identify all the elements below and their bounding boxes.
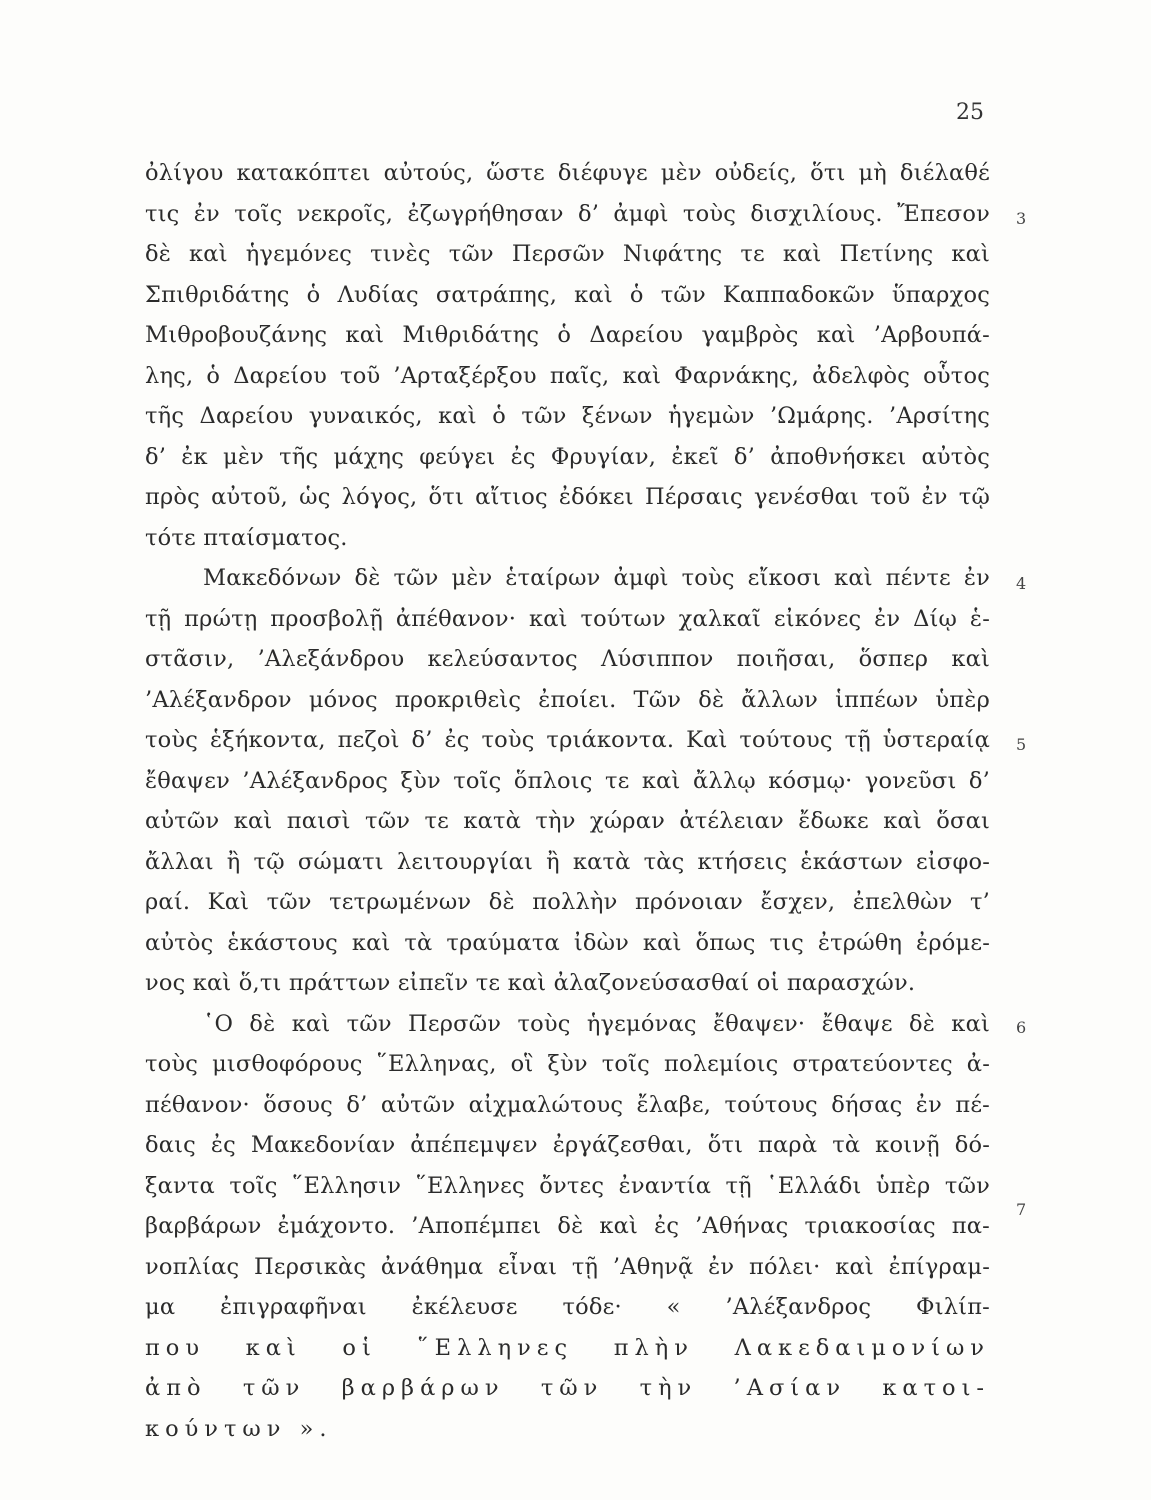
text-line: ραί. Καὶ τῶν τετρωμένων δὲ πολλὴν πρόνοιαν ἔσχεν, ἐπελθὼν τ’	[145, 889, 990, 915]
text-line: τοὺς μισθοφόρους ῞Ελληνας, οἳ ξὺν τοῖς πολεμίοις στρατεύοντες ἀ-	[145, 1051, 990, 1077]
text-line: αὐτῶν καὶ παισὶ τῶν τε κατὰ τὴν χώραν ἀτέλειαν ἔδωκε καὶ ὅσαι	[145, 808, 990, 834]
text-line: μα ἐπιγραφῆναι ἐκέλευσε τόδε· « ’Αλέξανδρος Φιλίπ-	[145, 1294, 990, 1320]
text-line: στᾶσιν, ’Αλεξάνδρου κελεύσαντος Λύσιππον ποιῆσαι, ὅσπερ καὶ	[145, 646, 990, 672]
text-line: τότε πταίσματος.	[145, 524, 348, 551]
inscription-line: που καὶ οἱ ῞Ελληνες πλὴν Λακεδαιμονίων	[145, 1334, 990, 1361]
text-line: τις ἐν τοῖς νεκροῖς, ἐζωγρήθησαν δ’ ἀμφὶ τοὺς δισχιλίους. Ἔπεσον	[145, 200, 990, 227]
text-line: τῇ πρώτῃ προσβολῇ ἀπέθανον· καὶ τούτων χαλκαῖ εἰκόνες ἐν Δίῳ ἑ-	[145, 605, 990, 632]
text-line: δ’ ἐκ μὲν τῆς μάχης φεύγει ἐς Φρυγίαν, ἐκεῖ δ’ ἀποθνήσκει αὐτὸς	[145, 443, 990, 470]
section-number: 3	[1016, 209, 1027, 228]
text-line: ’Αλέξανδρον μόνος προκριθεὶς ἐποίει. Τῶν δὲ ἄλλων ἱππέων ὑπὲρ	[145, 686, 990, 713]
text-line: δαις ἐς Μακεδονίαν ἀπέπεμψεν ἐργάζεσθαι, ὅτι παρὰ τὰ κοινῇ δό-	[145, 1132, 990, 1158]
text-line: ἔθαψεν ’Αλέξανδρος ξὺν τοῖς ὅπλοις τε καὶ ἄλλῳ κόσμῳ· γονεῦσι δ’	[145, 767, 990, 794]
section-number: 4	[1016, 574, 1027, 593]
text-line: Μακεδόνων δὲ τῶν μὲν ἑταίρων ἀμφὶ τοὺς εἴκοσι καὶ πέντε ἐν	[203, 565, 990, 591]
text-line: πέθανον· ὅσους δ’ αὐτῶν αἰχμαλώτους ἔλαβε, τούτους δήσας ἐν πέ-	[145, 1091, 990, 1118]
text-line: τῆς Δαρείου γυναικός, καὶ ὁ τῶν ξένων ἡγεμὼν ’Ωμάρης. ’Αρσίτης	[145, 403, 990, 429]
inscription-line: κούντων ».	[145, 1415, 333, 1442]
inscription-line: ἀπὸ τῶν βαρβάρων τῶν τὴν ’Ασίαν κατοι-	[145, 1375, 990, 1401]
section-number: 5	[1016, 735, 1027, 754]
text-line: νοπλίας Περσικὰς ἀνάθημα εἶναι τῇ ’Αθηνᾷ ἐν πόλει· καὶ ἐπίγραμ-	[145, 1253, 990, 1280]
greek-text-body	[145, 153, 990, 1449]
text-line: ξαντα τοῖς ῞Ελλησιν ῞Ελληνες ὄντες ἐναντία τῇ ῾Ελλάδι ὑπὲρ τῶν	[145, 1172, 990, 1199]
text-line: νος καὶ ὅ,τι πράττων εἰπεῖν τε καὶ ἀλαζονεύσασθαί οἱ παρασχών.	[145, 970, 916, 996]
text-line: ἄλλαι ἢ τῷ σώματι λειτουργίαι ἢ κατὰ τὰς κτήσεις ἑκάστων εἰσφο-	[145, 848, 990, 875]
section-number: 6	[1016, 1018, 1027, 1037]
page-number: 25	[956, 100, 984, 125]
text-line: βαρβάρων ἐμάχοντο. ’Αποπέμπει δὲ καὶ ἐς ’Αθήνας τριακοσίας πα-	[145, 1213, 990, 1239]
section-number: 7	[1016, 1200, 1027, 1219]
text-line: πρὸς αὐτοῦ, ὡς λόγος, ὅτι αἴτιος ἐδόκει Πέρσαις γενέσθαι τοῦ ἐν τῷ	[145, 484, 990, 510]
text-line: λης, ὁ Δαρείου τοῦ ’Αρταξέρξου παῖς, καὶ Φαρνάκης, ἀδελφὸς οὗτος	[145, 362, 990, 389]
text-line: Μιθροβουζάνης καὶ Μιθριδάτης ὁ Δαρείου γαμβρὸς καὶ ’Αρβουπά-	[145, 322, 990, 348]
text-line: Σπιθριδάτης ὁ Λυδίας σατράπης, καὶ ὁ τῶν Καππαδοκῶν ὕπαρχος	[145, 281, 990, 308]
text-line: ὀλίγου κατακόπτει αὐτούς, ὥστε διέφυγε μὲν οὐδείς, ὅτι μὴ διέλαθέ	[145, 160, 990, 186]
text-line: τοὺς ἑξήκοντα, πεζοὶ δ’ ἐς τοὺς τριάκοντα. Καὶ τούτους τῇ ὑστεραίᾳ	[145, 727, 990, 753]
text-line: δὲ καὶ ἡγεμόνες τινὲς τῶν Περσῶν Νιφάτης τε καὶ Πετίνης καὶ	[145, 241, 990, 267]
text-line: ῾Ο δὲ καὶ τῶν Περσῶν τοὺς ἡγεμόνας ἔθαψεν· ἔθαψε δὲ καὶ	[203, 1010, 990, 1037]
text-line: αὐτὸς ἑκάστους καὶ τὰ τραύματα ἰδὼν καὶ ὅπως τις ἐτρώθη ἐρόμε-	[145, 929, 990, 956]
